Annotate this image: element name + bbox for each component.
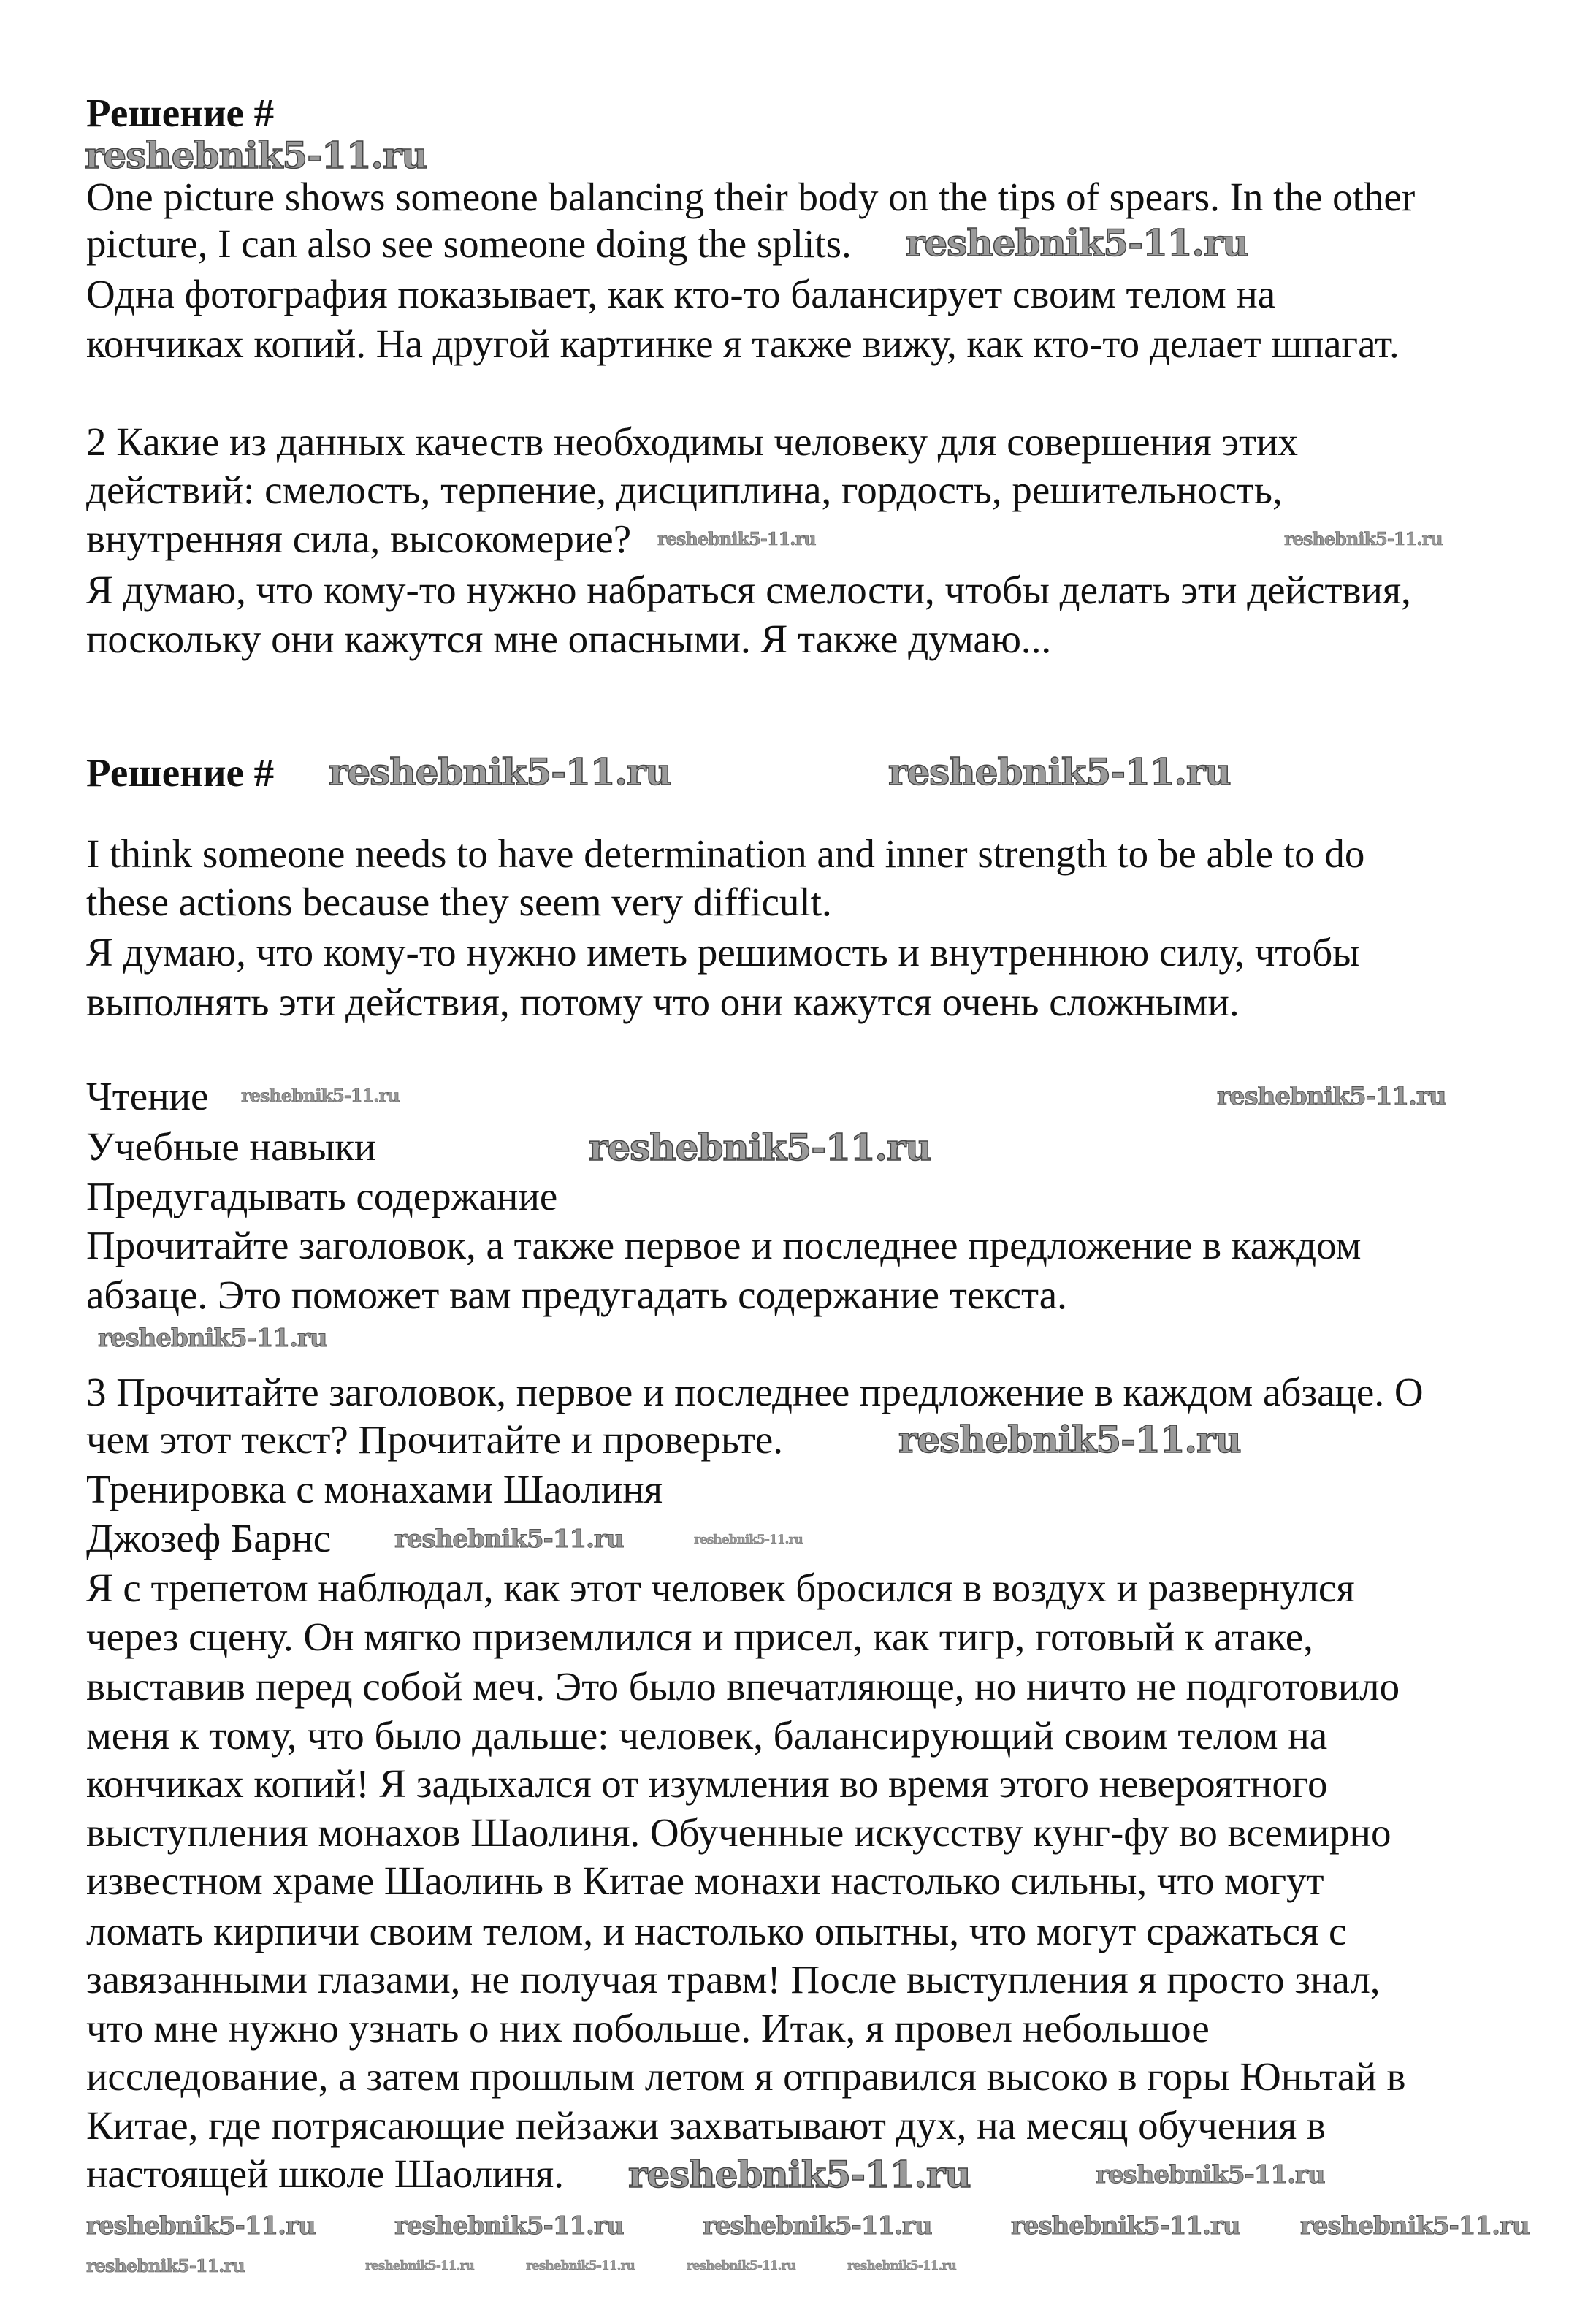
text-line: абзаце. Это поможет вам предугадать содержание текста. bbox=[86, 1273, 1067, 1317]
watermark: reshebnik5-11.ru bbox=[85, 134, 427, 177]
watermark: reshebnik5-11.ru bbox=[687, 2259, 795, 2273]
watermark: reshebnik5-11.ru bbox=[86, 2211, 316, 2240]
solution-heading: Решение # bbox=[86, 750, 275, 795]
text-line: настоящей школе Шаолиня. bbox=[86, 2151, 564, 2196]
text-line: известном храме Шаолинь в Китае монахи настолько сильны, что могут bbox=[86, 1858, 1324, 1903]
text-line: these actions because they seem very difficult. bbox=[86, 880, 832, 924]
text-line: завязанными глазами, не получая травм! После выступления я просто знал, bbox=[86, 1957, 1381, 2002]
text-line: Предугадывать содержание bbox=[86, 1174, 558, 1218]
text-line: Чтение bbox=[86, 1074, 209, 1118]
watermark: reshebnik5-11.ru bbox=[657, 528, 816, 549]
text-line: 2 Какие из данных качеств необходимы человеку для совершения этих bbox=[86, 419, 1298, 464]
watermark: reshebnik5-11.ru bbox=[589, 1126, 931, 1169]
watermark: reshebnik5-11.ru bbox=[365, 2259, 474, 2273]
text-line: внутренняя сила, высокомерие? bbox=[86, 516, 632, 561]
text-line: выполнять эти действия, потому что они кажутся очень сложными. bbox=[86, 980, 1240, 1024]
text-line: меня к тому, что было дальше: человек, балансирующий своим телом на bbox=[86, 1713, 1328, 1758]
text-line: Я думаю, что кому-то нужно иметь решимость и внутреннюю силу, чтобы bbox=[86, 930, 1360, 975]
solution-heading: Решение # bbox=[86, 91, 275, 135]
watermark: reshebnik5-11.ru bbox=[703, 2211, 932, 2240]
text-line: чем этот текст? Прочитайте и проверьте. bbox=[86, 1417, 784, 1462]
text-line: Учебные навыки bbox=[86, 1124, 376, 1169]
watermark: reshebnik5-11.ru bbox=[694, 1533, 803, 1547]
text-line: Тренировка с монахами Шаолиня bbox=[86, 1467, 663, 1511]
text-line: Джозеф Барнс bbox=[86, 1516, 332, 1560]
text-line: поскольку они кажутся мне опасными. Я также думаю... bbox=[86, 617, 1052, 661]
text-line: что мне нужно узнать о них побольше. Итак, я провел небольшое bbox=[86, 2006, 1210, 2051]
text-line: I think someone needs to have determination and inner strength to be able to do bbox=[86, 831, 1365, 876]
watermark: reshebnik5-11.ru bbox=[1011, 2211, 1240, 2240]
watermark: reshebnik5-11.ru bbox=[526, 2259, 635, 2273]
text-line: Я думаю, что кому-то нужно набраться смелости, чтобы делать эти действия, bbox=[86, 568, 1411, 612]
text-line: Прочитайте заголовок, а также первое и последнее предложение в каждом bbox=[86, 1223, 1362, 1267]
watermark: reshebnik5-11.ru bbox=[394, 1525, 624, 1554]
watermark: reshebnik5-11.ru bbox=[241, 1085, 400, 1106]
text-line: One picture shows someone balancing their body on the tips of spears. In the other bbox=[86, 175, 1416, 219]
text-line: выставив перед собой меч. Это было впечатляюще, но ничто не подготовило bbox=[86, 1664, 1400, 1709]
watermark: reshebnik5-11.ru bbox=[906, 221, 1248, 264]
watermark: reshebnik5-11.ru bbox=[847, 2259, 956, 2273]
text-line: picture, I can also see someone doing the splits. bbox=[86, 221, 852, 266]
text-line: действий: смелость, терпение, дисциплина, гордость, решительность, bbox=[86, 468, 1283, 512]
watermark: reshebnik5-11.ru bbox=[888, 750, 1231, 793]
text-line: Китае, где потрясающие пейзажи захватывают дух, на месяц обучения в bbox=[86, 2103, 1326, 2148]
text-line: 3 Прочитайте заголовок, первое и последнее предложение в каждом абзаце. О bbox=[86, 1370, 1424, 1414]
watermark: reshebnik5-11.ru bbox=[98, 1324, 327, 1353]
watermark: reshebnik5-11.ru bbox=[898, 1418, 1241, 1461]
text-line: Одна фотография показывает, как кто-то балансирует своим телом на bbox=[86, 272, 1276, 316]
text-line: выступления монахов Шаолиня. Обученные искусству кунг-фу во всемирно bbox=[86, 1810, 1391, 1855]
text-line: кончиках копий! Я задыхался от изумления во время этого невероятного bbox=[86, 1761, 1328, 1806]
watermark: reshebnik5-11.ru bbox=[1300, 2211, 1530, 2240]
watermark: reshebnik5-11.ru bbox=[1217, 1082, 1446, 1111]
watermark: reshebnik5-11.ru bbox=[86, 2255, 245, 2276]
text-line: исследование, а затем прошлым летом я отправился высоко в горы Юньтай в bbox=[86, 2054, 1406, 2099]
text-line: кончиках копий. На другой картинке я также вижу, как кто-то делает шпагат. bbox=[86, 321, 1400, 366]
watermark: reshebnik5-11.ru bbox=[394, 2211, 624, 2240]
text-line: ломать кирпичи своим телом, и настолько опытны, что могут сражаться с bbox=[86, 1909, 1347, 1953]
watermark: reshebnik5-11.ru bbox=[1096, 2160, 1325, 2189]
watermark: reshebnik5-11.ru bbox=[628, 2153, 971, 2196]
text-line: Я с трепетом наблюдал, как этот человек бросился в воздух и развернулся bbox=[86, 1565, 1355, 1610]
watermark: reshebnik5-11.ru bbox=[329, 750, 671, 793]
text-line: через сцену. Он мягко приземлился и присел, как тигр, готовый к атаке, bbox=[86, 1614, 1313, 1659]
watermark: reshebnik5-11.ru bbox=[1284, 528, 1443, 549]
